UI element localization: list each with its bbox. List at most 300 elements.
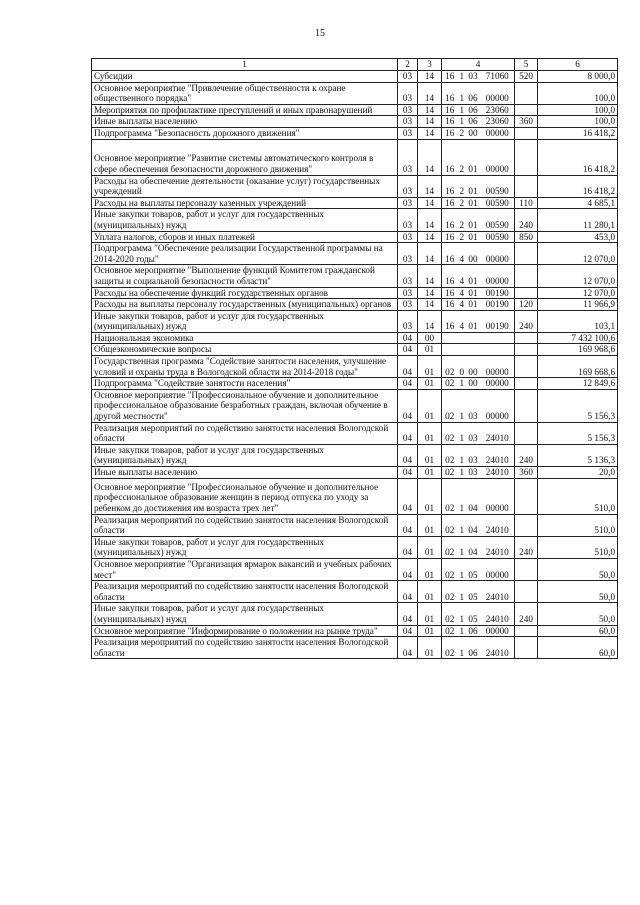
- row-subprogram: 2: [459, 127, 465, 138]
- row-subprogram: 1: [459, 71, 465, 81]
- row-program: 02: [442, 581, 458, 603]
- row-expense-type: 240: [515, 603, 538, 625]
- row-measure: 01: [466, 139, 481, 175]
- table-row: [92, 209, 618, 231]
- row-subsection: 14: [418, 175, 442, 197]
- table-row: [92, 344, 618, 356]
- row-program: [442, 344, 458, 356]
- row-program: 16: [442, 197, 458, 209]
- row-name: Подпрограмма "Безопасность дорожного движения": [92, 127, 398, 139]
- row-subsection: 14: [418, 139, 442, 175]
- row-subprogram: [458, 344, 466, 356]
- table-row: [92, 287, 618, 299]
- row-name: Расходы на выплаты персоналу государственных (муниципальных) органов: [92, 299, 398, 311]
- row-measure: 01: [466, 209, 481, 231]
- row-expense-type: [515, 422, 538, 444]
- header-row: [92, 59, 618, 71]
- row-program: 16: [442, 243, 458, 265]
- table-row: [92, 444, 618, 466]
- row-program: 16: [442, 287, 458, 299]
- header-col-6: 6: [538, 59, 618, 71]
- row-expense-type: [515, 82, 538, 104]
- row-expense-type: [515, 389, 538, 422]
- row-measure: 00: [466, 127, 481, 139]
- row-section: 03: [398, 243, 418, 265]
- row-amount: 50,0: [538, 581, 618, 603]
- row-subsection: 14: [418, 231, 442, 243]
- row-section: 03: [398, 265, 418, 287]
- row-amount: 100,0: [538, 104, 618, 116]
- row-direction: 00000: [481, 243, 515, 265]
- row-measure: 00: [466, 356, 481, 378]
- row-program: 02: [442, 625, 458, 637]
- row-subsection: 01: [418, 536, 442, 558]
- header-col-1: 1: [92, 59, 398, 71]
- row-section: 04: [398, 514, 418, 536]
- header-col-4: 4: [442, 59, 515, 71]
- row-subprogram: 1: [459, 467, 465, 477]
- row-measure: 06: [466, 625, 481, 637]
- row-name: Реализация мероприятий по содействию занятости населения Вологодской области: [92, 581, 398, 603]
- row-program: 02: [442, 422, 458, 444]
- table-row: [92, 467, 618, 479]
- row-program: 16: [442, 139, 458, 175]
- row-subprogram: 4: [458, 265, 466, 287]
- row-measure: 06: [466, 637, 481, 659]
- row-subprogram: 1: [458, 581, 466, 603]
- row-direction: 23060: [481, 116, 515, 128]
- row-subsection: 14: [418, 104, 442, 116]
- row-measure: 03: [466, 422, 481, 444]
- row-subprogram: 2: [459, 197, 465, 208]
- row-program: 02: [442, 356, 458, 378]
- row-expense-type: [515, 637, 538, 659]
- row-section: 03: [398, 197, 418, 209]
- row-measure: 03: [466, 389, 481, 422]
- row-measure: 00: [466, 378, 481, 390]
- row-section: 04: [398, 344, 418, 356]
- row-direction: 00000: [481, 378, 515, 390]
- row-subsection: 01: [418, 389, 442, 422]
- row-program: 02: [442, 558, 458, 580]
- row-expense-type: 360: [515, 467, 538, 479]
- row-direction: [481, 332, 515, 344]
- row-subprogram: 1: [458, 478, 466, 514]
- table-row: [92, 175, 618, 197]
- row-program: 16: [442, 127, 458, 139]
- row-subsection: 14: [418, 287, 442, 299]
- row-direction: 00190: [481, 299, 515, 311]
- table-row: [92, 603, 618, 625]
- row-section: 04: [398, 378, 418, 390]
- row-expense-type: 240: [515, 209, 538, 231]
- row-direction: 00190: [481, 310, 515, 332]
- table-row: [92, 231, 618, 243]
- row-amount: 510,0: [538, 536, 618, 558]
- row-direction: 00590: [481, 197, 515, 209]
- row-subsection: 14: [418, 265, 442, 287]
- row-expense-type: 360: [515, 116, 538, 128]
- row-name: Иные закупки товаров, работ и услуг для государственных (муниципальных) нужд: [92, 310, 398, 332]
- table-row: [92, 71, 618, 83]
- row-program: 16: [442, 231, 458, 243]
- row-direction: 00000: [481, 625, 515, 637]
- row-name: Основное мероприятие "Привлечение общественности к охране общественного порядка": [92, 82, 398, 104]
- row-subsection: 01: [418, 444, 442, 466]
- row-name: Субсидии: [92, 71, 398, 83]
- row-amount: 5 156,3: [538, 389, 618, 422]
- row-program: 02: [442, 637, 458, 659]
- row-subprogram: 1: [458, 422, 466, 444]
- row-name: Иные выплаты населению: [92, 116, 398, 128]
- row-measure: 01: [466, 231, 481, 243]
- row-measure: 01: [466, 299, 481, 311]
- table-row: [92, 558, 618, 580]
- row-direction: 00000: [481, 127, 515, 139]
- row-direction: 00590: [481, 231, 515, 243]
- row-measure: 05: [466, 603, 481, 625]
- row-name: Мероприятия по профилактике преступлений и иных правонарушений: [92, 104, 398, 116]
- row-amount: 100,0: [538, 116, 618, 128]
- row-subprogram: 2: [458, 139, 466, 175]
- page-number: 15: [315, 28, 325, 39]
- row-expense-type: [515, 175, 538, 197]
- row-subsection: 01: [418, 378, 442, 390]
- budget-table: [91, 58, 618, 659]
- row-subprogram: 2: [458, 209, 466, 231]
- row-program: 16: [442, 265, 458, 287]
- table-row: [92, 139, 618, 175]
- row-program: 16: [442, 71, 458, 83]
- row-measure: 05: [466, 581, 481, 603]
- row-program: 02: [442, 603, 458, 625]
- row-program: 16: [442, 82, 458, 104]
- table-body: [92, 71, 618, 659]
- table-row: [92, 104, 618, 116]
- row-measure: 06: [466, 116, 481, 128]
- row-subsection: 14: [418, 299, 442, 311]
- table-row: [92, 378, 618, 390]
- row-name: Реализация мероприятий по содействию занятости населения Вологодской области: [92, 514, 398, 536]
- row-expense-type: [515, 243, 538, 265]
- row-name: Иные выплаты населению: [92, 467, 398, 479]
- row-program: 02: [442, 444, 458, 466]
- row-amount: 12 070,0: [538, 265, 618, 287]
- row-amount: 4 685,1: [538, 197, 618, 209]
- row-subsection: 14: [418, 310, 442, 332]
- row-subprogram: 1: [458, 637, 466, 659]
- row-measure: 01: [466, 197, 481, 209]
- row-amount: 12 070,0: [538, 243, 618, 265]
- row-section: 04: [398, 478, 418, 514]
- row-subprogram: 4: [459, 299, 465, 310]
- row-name: Реализация мероприятий по содействию занятости населения Вологодской области: [92, 422, 398, 444]
- row-program: 16: [442, 299, 458, 311]
- row-subprogram: 1: [458, 558, 466, 580]
- row-measure: 06: [466, 82, 481, 104]
- row-expense-type: [515, 514, 538, 536]
- row-amount: 60,0: [538, 625, 618, 637]
- row-section: 04: [398, 356, 418, 378]
- table-row: [92, 637, 618, 659]
- row-name: Подпрограмма "Обеспечение реализации Государственной программы на 2014-2020 годы": [92, 243, 398, 265]
- row-subprogram: 4: [459, 287, 465, 298]
- row-section: 04: [398, 444, 418, 466]
- row-name: Основное мероприятие "Развитие системы автоматического контроля в сфере обеспечения безопасности дорожного движения": [92, 139, 398, 175]
- row-section: 03: [398, 175, 418, 197]
- row-subsection: 14: [418, 209, 442, 231]
- table-row: [92, 116, 618, 128]
- row-direction: 24010: [481, 514, 515, 536]
- row-direction: 24010: [481, 444, 515, 466]
- row-name: Реализация мероприятий по содействию занятости населения Вологодской области: [92, 637, 398, 659]
- row-amount: 16 418,2: [538, 127, 618, 139]
- row-section: 04: [398, 536, 418, 558]
- row-measure: 04: [466, 478, 481, 514]
- row-name: Иные закупки товаров, работ и услуг для государственных (муниципальных) нужд: [92, 444, 398, 466]
- row-section: 04: [398, 625, 418, 637]
- row-program: 16: [442, 116, 458, 128]
- row-direction: 00190: [481, 287, 515, 299]
- row-section: 03: [398, 310, 418, 332]
- row-amount: 16 418,2: [538, 175, 618, 197]
- row-subsection: 01: [418, 637, 442, 659]
- table-row: [92, 536, 618, 558]
- row-subsection: 01: [418, 603, 442, 625]
- row-amount: 8 000,0: [538, 71, 618, 83]
- table-row: [92, 389, 618, 422]
- row-section: 04: [398, 603, 418, 625]
- table-row: [92, 422, 618, 444]
- row-measure: 01: [466, 287, 481, 299]
- row-section: 03: [398, 299, 418, 311]
- row-amount: 50,0: [538, 558, 618, 580]
- row-expense-type: 120: [515, 299, 538, 311]
- row-subsection: 14: [418, 243, 442, 265]
- row-expense-type: [515, 344, 538, 356]
- row-expense-type: [515, 127, 538, 139]
- row-direction: 00590: [481, 209, 515, 231]
- row-measure: 04: [466, 536, 481, 558]
- row-subprogram: [458, 332, 466, 344]
- row-program: [442, 332, 458, 344]
- row-subprogram: 2: [459, 231, 465, 242]
- row-subprogram: 1: [458, 514, 466, 536]
- row-amount: 20,0: [538, 467, 618, 479]
- table-row: [92, 625, 618, 637]
- row-measure: 03: [466, 71, 481, 83]
- row-amount: 11 280,1: [538, 209, 618, 231]
- row-subsection: 01: [418, 625, 442, 637]
- row-direction: 24010: [481, 637, 515, 659]
- row-direction: 00590: [481, 175, 515, 197]
- row-direction: 00000: [481, 478, 515, 514]
- row-amount: 5 136,3: [538, 444, 618, 466]
- table-row: [92, 581, 618, 603]
- row-direction: 24010: [481, 581, 515, 603]
- row-subsection: 01: [418, 344, 442, 356]
- row-subsection: 01: [418, 514, 442, 536]
- row-name: Иные закупки товаров, работ и услуг для государственных (муниципальных) нужд: [92, 209, 398, 231]
- row-subprogram: 1: [458, 82, 466, 104]
- row-program: 02: [442, 467, 458, 479]
- row-program: 02: [442, 514, 458, 536]
- row-program: 02: [442, 389, 458, 422]
- row-subprogram: 1: [459, 116, 465, 127]
- row-section: 04: [398, 558, 418, 580]
- table-row: [92, 356, 618, 378]
- row-amount: 11 966,9: [538, 299, 618, 311]
- row-section: 04: [398, 581, 418, 603]
- row-measure: 01: [466, 265, 481, 287]
- row-direction: 24010: [481, 603, 515, 625]
- row-section: 04: [398, 332, 418, 344]
- row-direction: 24010: [481, 536, 515, 558]
- row-direction: 24010: [481, 467, 515, 479]
- header-col-5: 5: [515, 59, 538, 71]
- row-program: 16: [442, 175, 458, 197]
- row-amount: 169 668,6: [538, 356, 618, 378]
- row-program: 02: [442, 378, 458, 390]
- row-direction: 00000: [481, 82, 515, 104]
- row-name: Расходы на выплаты персоналу казенных учреждений: [92, 197, 398, 209]
- row-amount: 60,0: [538, 637, 618, 659]
- row-expense-type: 240: [515, 310, 538, 332]
- header-col-3: 3: [418, 59, 442, 71]
- row-name: Основное мероприятие "Профессиональное обучение и дополнительное профессиональное образование женщин в период отпуска по уходу за ребенком до достижения им возраста трех лет": [92, 478, 398, 514]
- row-amount: 103,1: [538, 310, 618, 332]
- table-row: [92, 82, 618, 104]
- row-name: Основное мероприятие "Организация ярмарок вакансий и учебных рабочих мест": [92, 558, 398, 580]
- row-section: 03: [398, 71, 418, 83]
- row-expense-type: 520: [515, 71, 538, 83]
- row-subsection: 14: [418, 116, 442, 128]
- row-expense-type: [515, 581, 538, 603]
- row-program: 16: [442, 104, 458, 116]
- header-col-2: 2: [398, 59, 418, 71]
- row-name: Подпрограмма "Содействие занятости населения": [92, 378, 398, 390]
- row-section: 03: [398, 104, 418, 116]
- row-expense-type: [515, 378, 538, 390]
- table-row: [92, 310, 618, 332]
- table-row: [92, 478, 618, 514]
- row-subprogram: 4: [458, 243, 466, 265]
- row-subprogram: 0: [458, 356, 466, 378]
- row-section: 03: [398, 139, 418, 175]
- row-amount: 5 156,3: [538, 422, 618, 444]
- row-measure: 04: [466, 514, 481, 536]
- row-subprogram: 1: [458, 536, 466, 558]
- row-subsection: 14: [418, 197, 442, 209]
- row-expense-type: 850: [515, 231, 538, 243]
- row-expense-type: [515, 478, 538, 514]
- row-direction: 00000: [481, 265, 515, 287]
- row-name: Расходы на обеспечение функций государственных органов: [92, 287, 398, 299]
- row-expense-type: [515, 625, 538, 637]
- row-program: 02: [442, 536, 458, 558]
- table-row: [92, 127, 618, 139]
- row-name: Общеэкономические вопросы: [92, 344, 398, 356]
- row-direction: 24010: [481, 422, 515, 444]
- row-subsection: 01: [418, 478, 442, 514]
- row-section: 03: [398, 287, 418, 299]
- row-name: Основное мероприятие "Выполнение функций Комитетом гражданской защиты и социальной безопасности области": [92, 265, 398, 287]
- row-name: Национальная экономика: [92, 332, 398, 344]
- row-amount: 510,0: [538, 478, 618, 514]
- row-measure: [466, 332, 481, 344]
- row-subprogram: 1: [458, 389, 466, 422]
- row-subprogram: 1: [459, 104, 465, 115]
- row-amount: 510,0: [538, 514, 618, 536]
- row-section: 03: [398, 231, 418, 243]
- row-amount: 7 432 100,6: [538, 332, 618, 344]
- row-subprogram: 1: [459, 625, 465, 636]
- row-expense-type: [515, 356, 538, 378]
- row-amount: 100,0: [538, 82, 618, 104]
- row-name: Основное мероприятие "Информирование о положении на рынке труда": [92, 625, 398, 637]
- row-expense-type: [515, 139, 538, 175]
- table-row: [92, 332, 618, 344]
- row-subsection: 14: [418, 127, 442, 139]
- row-section: 03: [398, 82, 418, 104]
- row-section: 03: [398, 209, 418, 231]
- row-measure: 01: [466, 175, 481, 197]
- row-amount: 169 968,6: [538, 344, 618, 356]
- row-direction: [481, 344, 515, 356]
- row-direction: 23060: [481, 104, 515, 116]
- table-row: [92, 514, 618, 536]
- table-row: [92, 299, 618, 311]
- row-expense-type: 240: [515, 536, 538, 558]
- row-expense-type: [515, 265, 538, 287]
- row-amount: 12 070,0: [538, 287, 618, 299]
- row-name: Расходы на обеспечение деятельности (оказание услуг) государственных учреждений: [92, 175, 398, 197]
- row-amount: 50,0: [538, 603, 618, 625]
- row-name: Государственная программа "Содействие занятости населения, улучшение условий и охраны труда в Вологодской области на 2014-2018 годы": [92, 356, 398, 378]
- row-subprogram: 1: [458, 444, 466, 466]
- row-subsection: 01: [418, 356, 442, 378]
- table-row: [92, 243, 618, 265]
- row-subsection: 01: [418, 581, 442, 603]
- row-expense-type: [515, 287, 538, 299]
- row-expense-type: 240: [515, 444, 538, 466]
- row-measure: 01: [466, 310, 481, 332]
- row-measure: 06: [466, 104, 481, 116]
- row-amount: 16 418,2: [538, 139, 618, 175]
- row-subprogram: 1: [458, 603, 466, 625]
- row-subsection: 01: [418, 422, 442, 444]
- row-subsection: 01: [418, 558, 442, 580]
- row-name: Иные закупки товаров, работ и услуг для государственных (муниципальных) нужд: [92, 603, 398, 625]
- row-direction: 71060: [481, 71, 515, 83]
- row-subsection: 14: [418, 71, 442, 83]
- row-direction: 00000: [481, 389, 515, 422]
- row-section: 03: [398, 116, 418, 128]
- table-row: [92, 265, 618, 287]
- row-section: 04: [398, 389, 418, 422]
- row-direction: 00000: [481, 558, 515, 580]
- row-subprogram: 1: [459, 378, 465, 389]
- table-row: [92, 197, 618, 209]
- row-section: 04: [398, 637, 418, 659]
- row-measure: [466, 344, 481, 356]
- row-direction: 00000: [481, 139, 515, 175]
- row-program: 02: [442, 478, 458, 514]
- row-section: 04: [398, 467, 418, 479]
- row-subprogram: 2: [458, 175, 466, 197]
- row-amount: 453,0: [538, 231, 618, 243]
- row-program: 16: [442, 310, 458, 332]
